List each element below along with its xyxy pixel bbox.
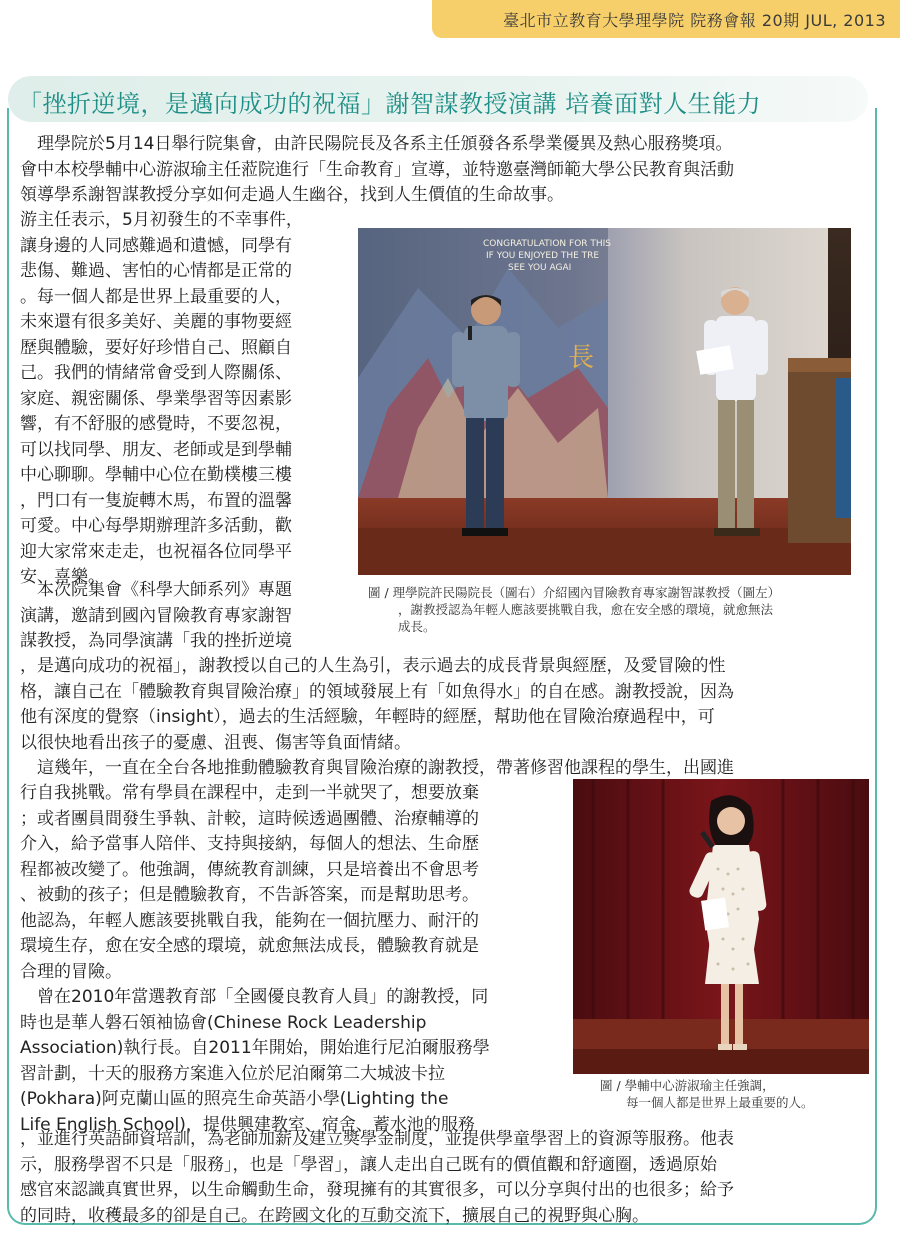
caption-line: ，謝教授認為年輕人應該要挑戰自我，愈在安全感的環境，就愈無法 <box>398 602 774 617</box>
caption-line: 成長。 <box>398 619 436 634</box>
text-line: 曾在2010年當選教育部「全國優良教育人員」的謝教授，同 <box>37 987 489 1007</box>
text-line: 未來還有很多美好、美麗的事物要經 <box>20 312 292 332</box>
caption-line: 圖 / 理學院許民陽院長（圖右）介紹國內冒險教育專家謝智謀教授（圖左） <box>368 585 781 600</box>
text-line: ，是邁向成功的祝福」，謝教授以自己的人生為引，表示過去的成長背景與經歷，及愛冒險的性 <box>20 656 726 676</box>
text-line: 、被動的孩子；但是體驗教育，不告訴答案，而是幫助思考。 <box>20 885 479 905</box>
text-line: 領導學系謝智謀教授分享如何走過人生幽谷，找到人生價值的生命故事。 <box>20 185 564 205</box>
text-line: ，門口有一隻旋轉木馬，布置的溫馨 <box>20 490 292 511</box>
text-line: 家庭、親密關係、學業學習等因素影 <box>20 388 292 409</box>
text-line: 。每一個人都是世界上最重要的人， <box>20 286 292 307</box>
text-line: 介入，給予當事人陪伴、支持與接納，每個人的想法、生命歷 <box>20 834 479 854</box>
text-line: (Pokhara)阿克蘭山區的照亮生命英語小學(Lighting the <box>20 1089 449 1109</box>
text-line: 格，讓自己在「體驗教育與冒險治療」的領域發展上有「如魚得水」的自在感。謝教授說，因為 <box>20 681 734 702</box>
photo-director-caption <box>600 1077 880 1111</box>
caption-line: 每一個人都是世界上最重要的人。 <box>626 1095 814 1110</box>
paragraph-2 <box>20 208 350 591</box>
article-title: 「挫折逆境，是邁向成功的祝福」謝智謀教授演講 培養面對人生能力 <box>18 90 762 118</box>
text-line: ，並進行英語師資培訓，為老師加薪及建立獎學金制度，並提供學童學習上的資源等服務。他表 <box>20 1129 734 1149</box>
text-line: 中心聊聊。學輔中心位在勤樸樓三樓 <box>20 465 292 485</box>
text-line: 他認為，年輕人應該要挑戰自我，能夠在一個抗壓力、耐汗的 <box>20 910 479 931</box>
text-line: 以很快地看出孩子的憂慮、沮喪、傷害等負面情緒。 <box>20 732 411 753</box>
text-line: 時也是華人磐石領袖協會(Chinese Rock Leadership <box>20 1012 427 1033</box>
text-line: 習計劃，十天的服務方案進入位於尼泊爾第二大城波卡拉 <box>20 1063 445 1084</box>
text-line: 悲傷、難過、害怕的心情都是正常的 <box>20 261 292 281</box>
text-line: 程都被改變了。他強調，傳統教育訓練，只是培養出不會思考 <box>20 859 479 880</box>
text-line: 安、喜樂。 <box>20 567 105 587</box>
text-line: 演講，邀請到國內冒險教育專家謝智 <box>20 605 292 626</box>
text-line: 會中本校學輔中心游淑瑜主任蒞院進行「生命教育」宣導，並特邀臺灣師範大學公民教育與活動 <box>20 159 734 180</box>
paragraph-4 <box>20 781 565 1138</box>
paragraph-5 <box>20 1127 870 1229</box>
text-line: 迎大家常來走走，也祝福各位同學平 <box>20 541 292 562</box>
text-line: 讓身邊的人同感難過和遺憾，同學有 <box>20 235 292 256</box>
caption-line: 圖 / 學輔中心游淑瑜主任強調， <box>600 1078 775 1093</box>
text-line: 謀教授，為同學演講「我的挫折逆境 <box>20 631 292 651</box>
text-line: 響，有不舒服的感覺時，不要忽視， <box>20 414 292 434</box>
paragraph-1 <box>20 132 870 209</box>
paragraph-3-continued <box>20 654 870 782</box>
text-line: ；或者團員間發生爭執、計較，這時候透過團體、治療輔導的 <box>20 808 479 829</box>
text-line: 己。我們的情緒常會受到人際關係、 <box>20 363 292 383</box>
text-line: 理學院於5月14日舉行院集會，由許民陽院長及各系主任頒發各系學業優異及熱心服務獎項。 <box>37 134 733 154</box>
text-line: 感官來認識真實世界，以生命觸動生命，發現擁有的其實很多，可以分享與付出的也很多；給予 <box>20 1180 734 1200</box>
text-line: Life English School)，提供興建教室、宿舍、蓄水池的服務 <box>20 1114 475 1135</box>
text-line: 行自我挑戰。常有學員在課程中，走到一半就哭了，想要放棄 <box>20 783 479 803</box>
text-line: 游主任表示，5月初發生的不幸事件， <box>20 210 303 230</box>
text-line: 這幾年，一直在全台各地推動體驗教育與冒險治療的謝教授，帶著修習他課程的學生，出國進 <box>37 758 734 778</box>
text-line: 示，服務學習不只是「服務」，也是「學習」，讓人走出自己既有的價值觀和舒適圈，透過原始 <box>20 1154 717 1175</box>
text-line: 本次院集會《科學大師系列》專題 <box>37 580 292 600</box>
text-line: 環境生存，愈在安全感的環境，就愈無法成長，體驗教育就是 <box>20 936 479 956</box>
photo-director-image <box>573 779 869 1074</box>
photo-screen-text: 長 <box>568 343 595 373</box>
photo-screen-text: CONGRATULATION FOR THIS <box>483 239 612 249</box>
photo-speakers-caption <box>368 584 878 635</box>
text-line: 的同時，收穫最多的卻是自己。在跨國文化的互動交流下，擴展自己的視野與心胸。 <box>20 1205 649 1226</box>
photo-screen-text: SEE YOU AGAI <box>508 263 572 273</box>
photo-screen-text: IF YOU ENJOYED THE TRE <box>486 251 600 261</box>
text-line: 可愛。中心每學期辦理許多活動，歡 <box>20 516 292 536</box>
text-line: 合理的冒險。 <box>20 961 122 982</box>
text-line: 他有深度的覺察（insight），過去的生活經驗，年輕時的經歷，幫助他在冒險治療過程中，可 <box>20 707 715 727</box>
text-line: 可以找同學、朋友、老師或是到學輔 <box>20 439 292 460</box>
header-text: 臺北市立教育大學理學院 院務會報 20期 JUL, 2013 <box>503 11 886 30</box>
photo-speakers-image <box>358 228 851 575</box>
photo-speakers <box>358 228 851 575</box>
photo-director <box>573 779 869 1074</box>
paragraph-3 <box>20 578 350 655</box>
text-line: 歷與體驗，要好好珍惜自己、照顧自 <box>20 337 292 358</box>
text-line: Association)執行長。自2011年開始，開始進行尼泊爾服務學 <box>20 1038 490 1058</box>
